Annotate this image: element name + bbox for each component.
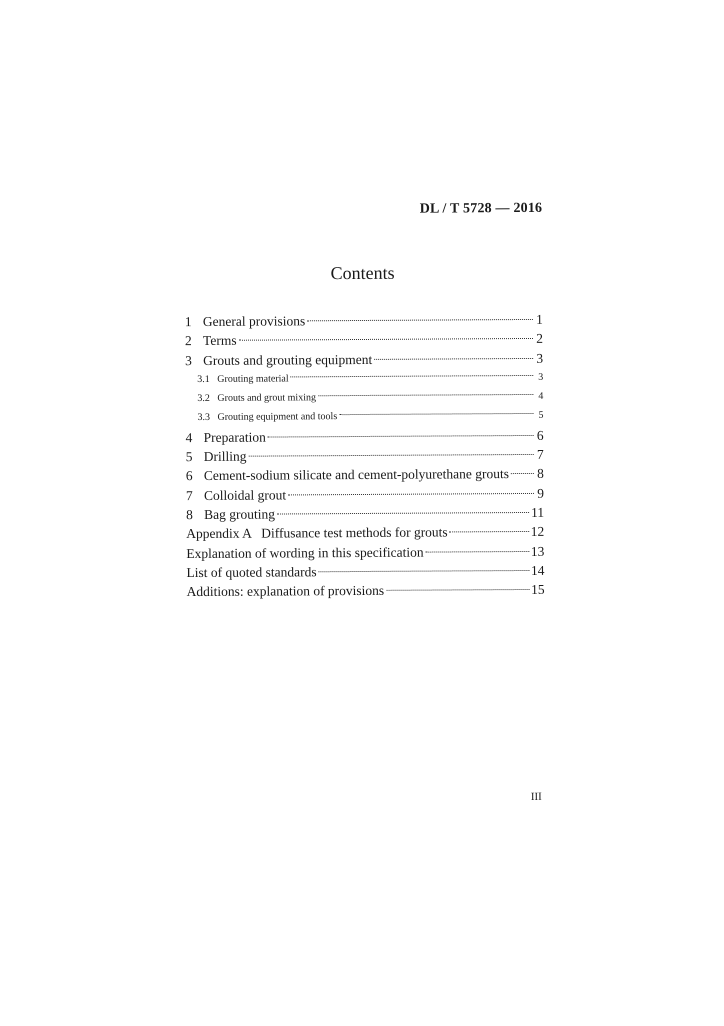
toc-leader-dots [450,531,529,532]
toc-entry-label: Bag grouting [204,506,276,522]
toc-entry-number: 5 [185,449,193,465]
toc-entry-label: Appendix A Diffusance test methods for grouts [186,524,448,542]
toc-entry-label: General provisions [202,313,306,329]
toc-entry[interactable] [186,580,544,601]
page-number: III [530,790,542,803]
toc-entry-page: 1 [536,311,543,327]
toc-leader-dots [339,413,533,415]
toc-entry-number: 3 [185,352,192,368]
toc-entry[interactable] [186,522,544,543]
toc-leader-dots [319,570,529,572]
toc-leader-dots [426,551,529,553]
toc-entry-label: Cement-sodium silicate and cement-polyurethane grouts [203,466,510,484]
toc-entry-label: Grouting equipment and tools [217,411,338,424]
toc-entry[interactable] [186,426,544,447]
toc-entry-page: 3 [536,350,544,366]
toc-entry-page: 3 [538,371,544,383]
toc-entry-label: List of quoted standards [186,564,317,580]
toc-entry[interactable] [186,464,544,485]
toc-entry[interactable] [186,445,544,466]
toc-entry-number: 7 [185,487,193,503]
toc-entry[interactable] [185,368,543,389]
toc-entry-label: Additions: explanation of provisions [186,583,385,600]
toc-entry-label: Terms [202,333,237,349]
table-of-contents [185,310,545,602]
toc-entry[interactable] [185,387,543,408]
toc-entry-label: Explanation of wording in this specification [186,544,424,561]
toc-entry[interactable] [185,310,543,331]
toc-leader-dots [374,358,533,360]
toc-leader-dots [239,338,533,341]
toc-entry[interactable] [186,541,544,562]
toc-entry[interactable] [186,561,544,582]
toc-entry-page: 7 [536,446,544,462]
toc-entry-page: 8 [537,466,544,482]
toc-entry-number: 3.2 [197,393,210,405]
standard-code: DL / T 5728 — 2016 [419,200,543,217]
toc-entry-number: 2 [184,333,192,349]
toc-entry-page: 6 [536,427,544,443]
toc-entry-page: 15 [531,582,545,598]
toc-entry-label: Drilling [203,448,247,465]
toc-entry[interactable] [186,484,544,505]
toc-leader-dots [277,512,529,515]
toc-entry-number: 3.3 [197,412,211,424]
toc-leader-dots [386,589,529,591]
toc-entry[interactable] [186,503,544,524]
toc-leader-dots [511,473,534,474]
toc-leader-dots [248,454,533,457]
toc-leader-dots [318,394,533,396]
toc-entry-page: 4 [538,391,544,403]
toc-entry[interactable] [185,406,543,427]
page-title: Contents [330,262,395,284]
toc-entry-page: 5 [538,410,544,422]
toc-entry-number: 3.1 [197,373,210,385]
toc-entry-number: 8 [186,506,193,523]
toc-leader-dots [307,319,533,321]
toc-entry-page: 13 [530,543,545,559]
toc-entry-page: 12 [530,524,545,540]
toc-leader-dots [291,375,534,377]
toc-entry-page: 14 [530,562,545,578]
toc-entry-number: 6 [185,468,193,484]
toc-leader-dots [288,493,534,496]
toc-entry-number: 1 [184,314,192,330]
toc-entry-page: 11 [531,504,545,520]
toc-entry-page: 9 [537,485,545,501]
toc-entry-label: Grouts and grouting equipment [203,351,373,368]
toc-entry-label: Grouting material [217,373,289,385]
toc-entry-label: Grouts and grout mixing [217,392,317,405]
toc-entry[interactable] [185,329,543,350]
toc-entry-label: Preparation [203,429,266,445]
toc-entry-page: 2 [536,331,544,347]
toc-entry-label: Colloidal grout [203,487,287,503]
toc-entry[interactable] [185,348,543,369]
toc-entry-number: 4 [185,429,193,445]
toc-leader-dots [268,435,534,438]
